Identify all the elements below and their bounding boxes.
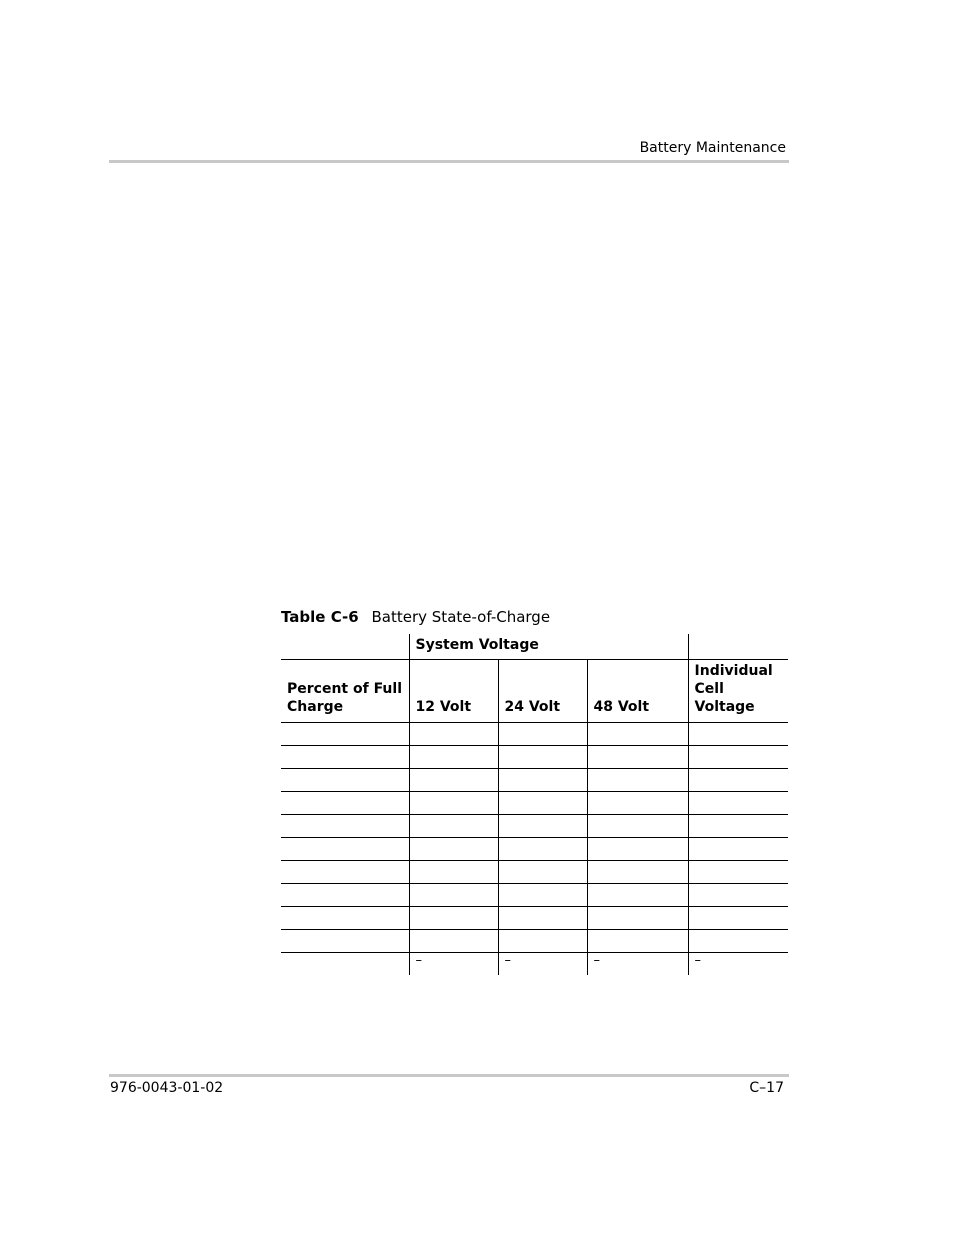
table-cell — [498, 861, 587, 884]
table-cell — [409, 792, 498, 815]
table-cell — [281, 723, 409, 746]
table-cell — [587, 746, 688, 769]
page-number: C–17 — [749, 1080, 784, 1096]
table-cell — [587, 815, 688, 838]
table-group-header-row — [281, 634, 788, 660]
group-header-blank — [281, 634, 409, 660]
group-header-blank-right — [688, 634, 788, 660]
table-cell — [281, 930, 409, 953]
table-cell — [498, 769, 587, 792]
table-cell — [281, 907, 409, 930]
table-cell — [498, 723, 587, 746]
table-row — [281, 861, 788, 884]
group-header-system-voltage: System Voltage — [409, 634, 688, 660]
running-header: Battery Maintenance — [639, 140, 786, 156]
table-cell — [409, 769, 498, 792]
table-cell — [409, 746, 498, 769]
table-cell — [688, 792, 788, 815]
table-cell — [409, 723, 498, 746]
table-cell — [688, 838, 788, 861]
table-row — [281, 723, 788, 746]
table-cell — [587, 769, 688, 792]
table-cell — [281, 884, 409, 907]
table-cell — [688, 861, 788, 884]
table-cell — [409, 907, 498, 930]
table-cell — [587, 861, 688, 884]
table-cell-dash: – — [409, 953, 498, 976]
document-number: 976-0043-01-02 — [110, 1080, 224, 1096]
table-cell — [688, 746, 788, 769]
table-cell — [281, 861, 409, 884]
table-cell — [587, 907, 688, 930]
table-row — [281, 884, 788, 907]
table-cell — [281, 953, 409, 976]
table-caption-label: Table C-6 — [281, 608, 359, 626]
table-cell — [587, 723, 688, 746]
table-cell — [409, 838, 498, 861]
table-row — [281, 769, 788, 792]
table-row — [281, 792, 788, 815]
col-header-24-volt: 24 Volt — [498, 660, 587, 723]
table-cell — [498, 746, 587, 769]
table-row-last — [281, 953, 788, 976]
table-cell — [281, 769, 409, 792]
table-cell — [409, 815, 498, 838]
table-cell — [688, 907, 788, 930]
table-cell — [498, 907, 587, 930]
table-row — [281, 930, 788, 953]
table-cell — [498, 815, 587, 838]
table-cell-dash: – — [498, 953, 587, 976]
table-cell — [409, 861, 498, 884]
table-cell — [281, 815, 409, 838]
footer-rule — [109, 1074, 789, 1077]
table-cell — [587, 792, 688, 815]
col-header-percent-charge: Percent of Full Charge — [281, 660, 409, 723]
col-header-cell-voltage: Individual Cell Voltage — [688, 660, 788, 723]
table-column-header-row — [281, 660, 788, 723]
table-cell — [688, 884, 788, 907]
table-row — [281, 815, 788, 838]
table-row — [281, 746, 788, 769]
table-cell — [587, 838, 688, 861]
col-header-48-volt: 48 Volt — [587, 660, 688, 723]
table-cell — [688, 815, 788, 838]
table-cell — [587, 930, 688, 953]
table-caption-title: Battery State-of-Charge — [371, 608, 551, 626]
table-cell — [498, 884, 587, 907]
table-cell — [281, 838, 409, 861]
table-row — [281, 907, 788, 930]
table-cell-dash: – — [587, 953, 688, 976]
table-cell — [688, 930, 788, 953]
table-cell — [498, 930, 587, 953]
table-cell — [409, 930, 498, 953]
table-cell — [281, 746, 409, 769]
battery-state-of-charge-table — [281, 634, 788, 975]
table-cell — [688, 769, 788, 792]
table-cell — [498, 838, 587, 861]
table-row — [281, 838, 788, 861]
table-cell-dash: – — [688, 953, 788, 976]
header-rule — [109, 160, 789, 163]
table-cell — [587, 884, 688, 907]
table-cell — [409, 884, 498, 907]
table-cell — [281, 792, 409, 815]
table-cell — [498, 792, 587, 815]
table-cell — [688, 723, 788, 746]
table-caption — [281, 608, 550, 626]
col-header-12-volt: 12 Volt — [409, 660, 498, 723]
